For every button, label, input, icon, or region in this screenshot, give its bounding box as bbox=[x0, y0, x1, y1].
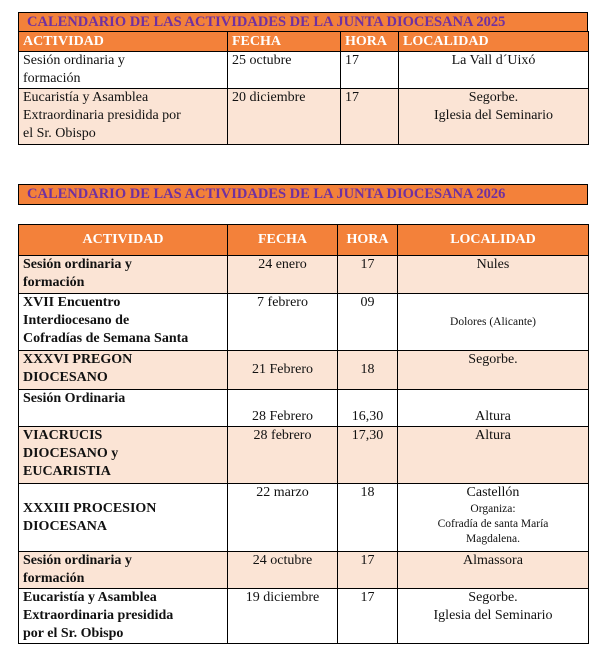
cell-actividad: Eucaristía y Asamblea Extraordinaria presidida por el Sr. Obispo bbox=[19, 89, 228, 145]
table-row bbox=[19, 294, 589, 351]
cell-hora: 17 bbox=[338, 256, 398, 294]
cell-hora: 17,30 bbox=[338, 427, 398, 484]
cell-localidad-note: Organiza: Cofradía de santa María Magdalena. bbox=[437, 503, 549, 545]
cell-actividad: XXXIII PROCESION DIOCESANA bbox=[19, 484, 228, 552]
cell-localidad: Nules bbox=[398, 256, 589, 294]
cell-localidad-group bbox=[398, 484, 589, 552]
table-row bbox=[19, 589, 589, 644]
cell-hora: 18 bbox=[338, 484, 398, 552]
cell-fecha: 28 febrero bbox=[228, 427, 338, 484]
header-actividad: ACTIVIDAD bbox=[19, 225, 228, 256]
calendar-2025-table bbox=[18, 31, 589, 145]
table-row bbox=[19, 484, 589, 552]
cell-fecha: 24 octubre bbox=[228, 552, 338, 589]
cell-hora: 09 bbox=[338, 294, 398, 351]
cell-hora: 18 bbox=[338, 351, 398, 390]
cell-hora: 17 bbox=[338, 589, 398, 644]
header-hora: HORA bbox=[341, 32, 399, 52]
cell-fecha: 22 marzo bbox=[228, 484, 338, 552]
cell-localidad: Castellón bbox=[466, 485, 520, 500]
cell-actividad: VIACRUCIS DIOCESANO y EUCARISTIA bbox=[19, 427, 228, 484]
cell-actividad: Sesión ordinaria y formación bbox=[19, 52, 228, 89]
cell-actividad: Eucaristía y Asamblea Extraordinaria presidida por el Sr. Obispo bbox=[19, 589, 228, 644]
cell-hora: 17 bbox=[338, 552, 398, 589]
cell-localidad: Altura bbox=[398, 390, 589, 427]
cell-fecha: 20 diciembre bbox=[228, 89, 341, 145]
header-actividad: ACTIVIDAD bbox=[19, 32, 228, 52]
cell-hora: 17 bbox=[341, 89, 399, 145]
table-row bbox=[19, 89, 589, 145]
cell-localidad: La Vall d´Uixó bbox=[399, 52, 589, 89]
header-fecha: FECHA bbox=[228, 225, 338, 256]
table-row bbox=[19, 552, 589, 589]
cell-hora: 17 bbox=[341, 52, 399, 89]
cell-actividad: Sesión ordinaria y formación bbox=[19, 552, 228, 589]
header-hora: HORA bbox=[338, 225, 398, 256]
table-row bbox=[19, 427, 589, 484]
cell-fecha: 21 Febrero bbox=[228, 351, 338, 390]
table-row bbox=[19, 52, 589, 89]
cell-fecha: 25 octubre bbox=[228, 52, 341, 89]
cell-actividad: Sesión Ordinaria bbox=[19, 390, 228, 427]
calendar-2026-table bbox=[18, 224, 589, 644]
cell-localidad: Altura bbox=[398, 427, 589, 484]
header-fecha: FECHA bbox=[228, 32, 341, 52]
calendar-2026-title-bar bbox=[18, 184, 588, 205]
table-row bbox=[19, 390, 589, 427]
calendar-2025-title: CALENDARIO DE LAS ACTIVIDADES DE LA JUNTA DIOCESANA 2025 bbox=[27, 14, 506, 30]
table-header-row bbox=[19, 32, 589, 52]
table-row bbox=[19, 256, 589, 294]
cell-localidad: Dolores (Alicante) bbox=[398, 294, 589, 351]
header-localidad: LOCALIDAD bbox=[399, 32, 589, 52]
cell-fecha: 7 febrero bbox=[228, 294, 338, 351]
cell-actividad: XVII Encuentro Interdiocesano de Cofradías de Semana Santa bbox=[19, 294, 228, 351]
table-row bbox=[19, 351, 589, 390]
cell-localidad: Segorbe. Iglesia del Seminario bbox=[399, 89, 589, 145]
table-header-row bbox=[19, 225, 589, 256]
calendar-2026-title: CALENDARIO DE LAS ACTIVIDADES DE LA JUNTA DIOCESANA 2026 bbox=[27, 186, 506, 202]
cell-actividad: Sesión ordinaria y formación bbox=[19, 256, 228, 294]
cell-fecha: 24 enero bbox=[228, 256, 338, 294]
calendar-2025-title-bar bbox=[18, 12, 588, 32]
cell-localidad: Almassora bbox=[398, 552, 589, 589]
header-localidad: LOCALIDAD bbox=[398, 225, 589, 256]
cell-hora: 16,30 bbox=[338, 390, 398, 427]
cell-fecha: 28 Febrero bbox=[228, 390, 338, 427]
cell-actividad: XXXVI PREGON DIOCESANO bbox=[19, 351, 228, 390]
cell-localidad: Segorbe. bbox=[398, 351, 589, 390]
cell-fecha: 19 diciembre bbox=[228, 589, 338, 644]
cell-localidad: Segorbe. Iglesia del Seminario bbox=[398, 589, 589, 644]
